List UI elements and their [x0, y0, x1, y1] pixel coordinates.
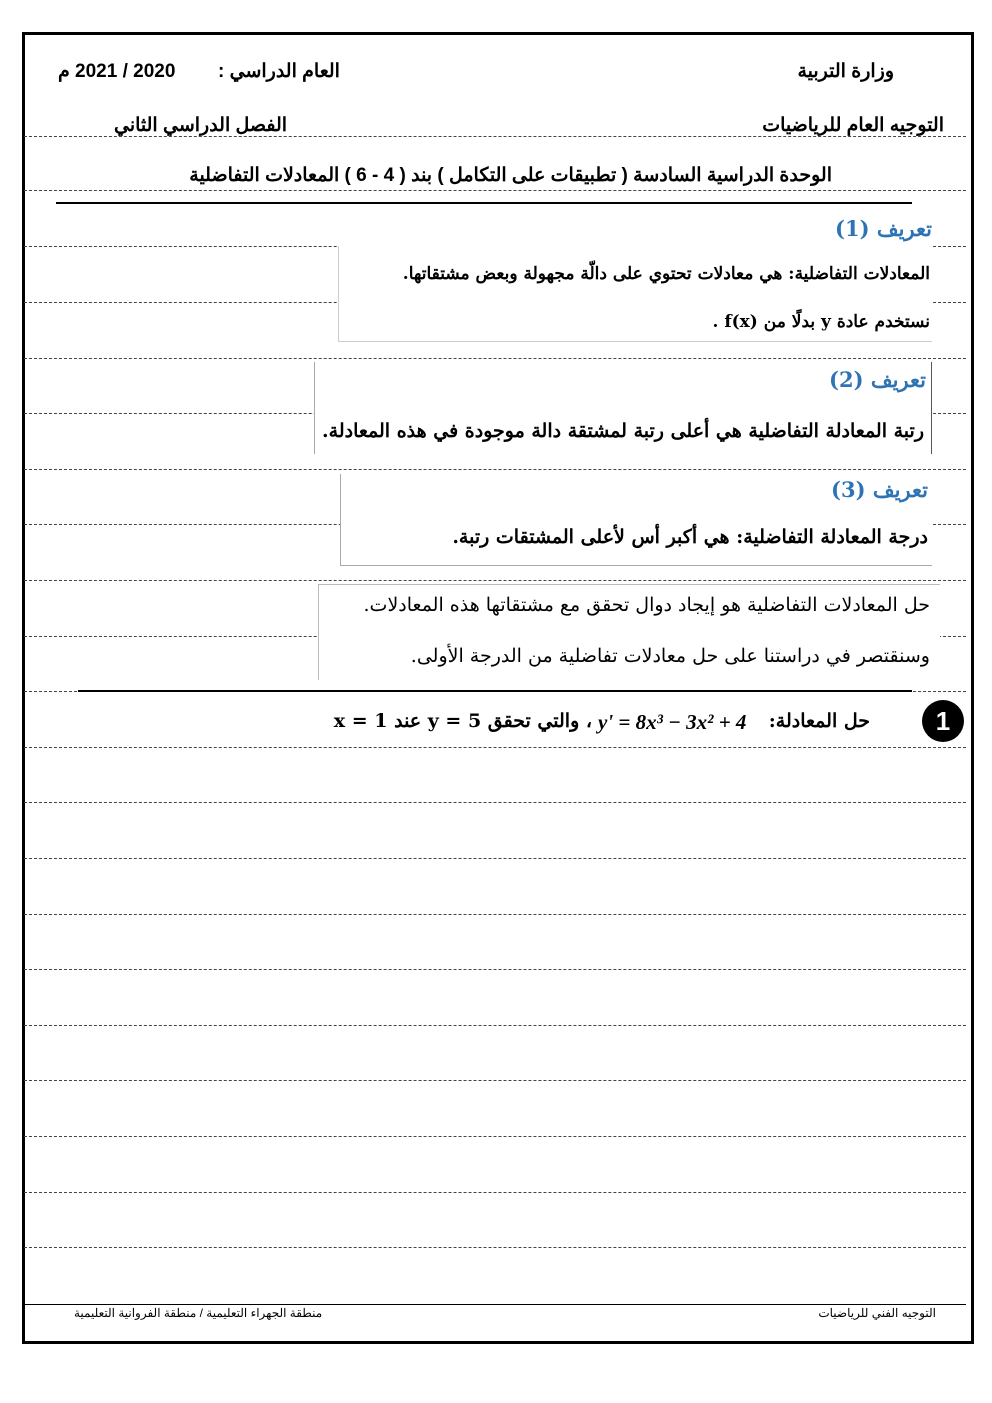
ruled-line: [24, 1025, 966, 1026]
ruled-line: [24, 969, 966, 970]
exercise-number-badge: 1: [922, 700, 964, 742]
exercise-condition: ، والتي تحقق y = 5 عند x = 1: [333, 710, 592, 732]
definition-1-line-2: نستخدم عادة y بدلًا من f(x) .: [712, 312, 930, 332]
ruled-line: [24, 190, 966, 191]
definition-3-title: تعريف (3): [831, 477, 928, 502]
ruled-line: [24, 469, 966, 470]
ruled-line: [24, 358, 966, 359]
exercise-label: حل المعادلة:: [768, 710, 870, 732]
note-line-1: حل المعادلات التفاضلية هو إيجاد دوال تحقق مع مشتقاتها هذه المعادلات.: [363, 594, 930, 616]
semester-name: الفصل الدراسي الثاني: [114, 115, 288, 136]
note-line-2: وسنقتصر في دراستنا على حل معادلات تفاضلية من الدرجة الأولى.: [410, 645, 930, 667]
ruled-line: [24, 914, 966, 915]
definition-1-line-1: المعادلات التفاضلية: هي معادلات تحتوي على دالّة مجهولة وبعض مشتقاتها.: [402, 264, 930, 284]
definition-1-title: تعريف (1): [835, 216, 932, 241]
definition-2-title: تعريف (2): [829, 367, 926, 392]
ruled-line: [24, 1080, 966, 1081]
department-name: التوجيه العام للرياضيات: [762, 115, 944, 136]
ruled-line: [24, 802, 966, 803]
academic-year-value: 2020 / 2021 م: [58, 61, 176, 82]
ruled-line: [24, 1136, 966, 1137]
footer-left-text: منطقة الجهراء التعليمية / منطقة الفروانية التعليمية: [74, 1306, 323, 1320]
footer-right-text: التوجيه الفني للرياضيات: [818, 1306, 936, 1320]
academic-year-label: العام الدراسي :: [218, 61, 340, 82]
header-divider: [56, 202, 912, 204]
footer-divider: [24, 1304, 966, 1305]
ruled-line: [24, 580, 966, 581]
ministry-name: وزارة التربية: [797, 61, 894, 82]
page-border: [22, 32, 974, 1344]
ruled-line: [24, 1247, 966, 1248]
ruled-line: [24, 1192, 966, 1193]
unit-title: الوحدة الدراسية السادسة ( تطبيقات على التكامل ) بند ( 4 - 6 ) المعادلات التفاضلية: [189, 165, 832, 186]
ruled-line: [24, 136, 966, 137]
exercise-divider: [78, 690, 912, 692]
definition-2-line-1: رتبة المعادلة التفاضلية هي أعلى رتبة لمشتقة دالة موجودة في هذه المعادلة.: [322, 420, 924, 442]
exercise-equation: y' = 8x³ − 3x² + 4: [598, 710, 747, 734]
ruled-line: [24, 858, 966, 859]
definition-3-line-1: درجة المعادلة التفاضلية: هي أكبر أس لأعلى المشتقات رتبة.: [452, 526, 928, 548]
ruled-line: [24, 747, 966, 748]
